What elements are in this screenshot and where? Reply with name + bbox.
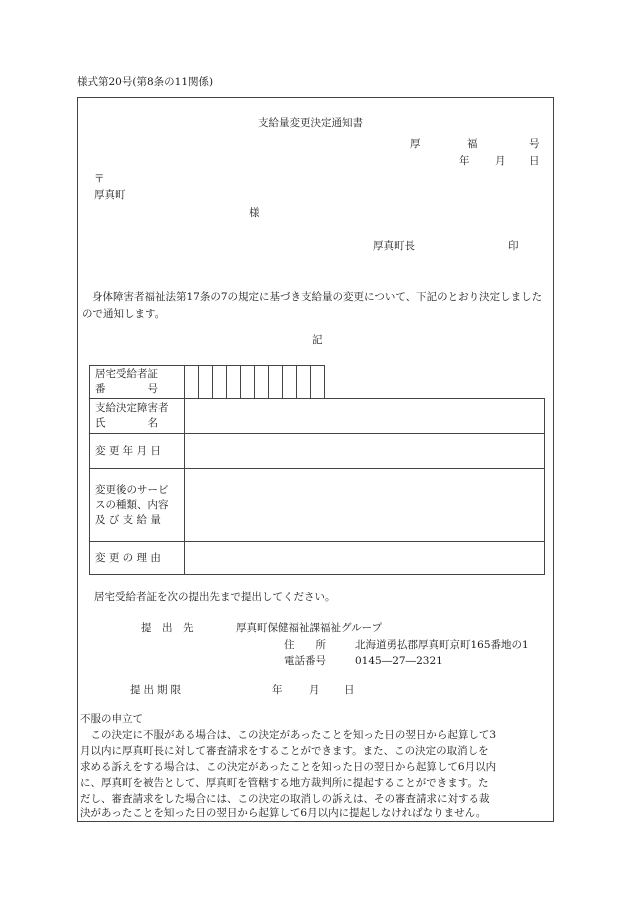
cert-digit-box[interactable] bbox=[269, 366, 283, 399]
cert-digit-box[interactable] bbox=[297, 366, 311, 399]
recipient-town: 厚真町 bbox=[94, 189, 126, 201]
person-label-line2: 氏 名 bbox=[95, 417, 158, 429]
appeal-line: 月以内に厚真町長に対して審査請求をすることができます。また、この決定の取消しを bbox=[80, 745, 489, 757]
doc-number-ko: 厚 bbox=[410, 138, 421, 150]
service-label-line2: スの種類、内容 bbox=[95, 498, 169, 511]
issuer: 厚真町長 bbox=[373, 240, 415, 252]
cert-digit-box[interactable] bbox=[213, 366, 227, 399]
deadline-month: 月 bbox=[309, 684, 320, 696]
appeal-line: 決があったことを知った日の翌日から起算して6月以内に提起しなければなりません。 bbox=[80, 807, 487, 819]
appeal-line: 求める訴えをする場合は、この決定があったことを知った日の翌日から起算して6月以内 bbox=[80, 761, 497, 773]
change-date-value-cell[interactable] bbox=[185, 434, 545, 469]
service-label-line1: 変更後のサービ bbox=[95, 483, 169, 496]
recipient-honorific: 様 bbox=[249, 207, 260, 219]
cert-digit-box[interactable] bbox=[185, 366, 199, 399]
doc-number-go: 号 bbox=[529, 138, 540, 150]
appeal-line: だし、審査請求をした場合には、この決定の取消しの訴えは、その審査請求に対する裁 bbox=[80, 793, 490, 805]
date-year: 年 bbox=[459, 155, 470, 167]
submit-destination: 厚真町保健福祉課福祉グループ bbox=[236, 622, 383, 634]
deadline-day: 日 bbox=[344, 684, 355, 696]
cert-label-line2: 番 号 bbox=[95, 383, 158, 395]
cert-digit-box[interactable] bbox=[255, 366, 269, 399]
person-value-cell[interactable] bbox=[185, 399, 545, 434]
doc-number-fuku: 福 bbox=[467, 138, 478, 150]
service-value-cell[interactable] bbox=[185, 469, 545, 542]
document-title: 支給量変更決定通知書 bbox=[258, 117, 363, 129]
cert-digit-box[interactable] bbox=[283, 366, 297, 399]
service-label bbox=[90, 469, 185, 542]
address-label: 住 所 bbox=[284, 639, 326, 651]
cert-number-label bbox=[90, 366, 185, 399]
postal-mark: 〒 bbox=[94, 173, 105, 185]
cert-digit-box[interactable] bbox=[311, 366, 325, 399]
appeal-line: に、厚真町を被告として、厚真町を管轄する地方裁判所に提起することができます。た bbox=[80, 777, 489, 789]
cert-digit-box[interactable] bbox=[199, 366, 213, 399]
person-label-line1: 支給決定障害者 bbox=[95, 402, 169, 414]
cert-number-table bbox=[89, 365, 325, 399]
seal-mark: 印 bbox=[508, 240, 519, 252]
date-day: 日 bbox=[529, 155, 540, 167]
body-text: 身体障害者福祉法第17条の7の規定に基づき支給量の変更について、下記のとおり決定しましたので通知します。 bbox=[82, 291, 543, 320]
appeal-line: この決定に不服がある場合は、この決定があったことを知った日の翌日から起算して3 bbox=[80, 729, 497, 741]
cert-digit-box[interactable] bbox=[227, 366, 241, 399]
form-number: 様式第20号(第8条の11関係) bbox=[77, 76, 214, 88]
submit-label: 提 出 先 bbox=[141, 622, 194, 634]
ki-mark: 記 bbox=[312, 334, 323, 346]
cert-digit-box[interactable] bbox=[241, 366, 255, 399]
deadline-label: 提出期限 bbox=[130, 684, 184, 696]
reason-value-cell[interactable] bbox=[185, 542, 545, 575]
deadline-year: 年 bbox=[272, 684, 283, 696]
phone-value: 0145―27―2321 bbox=[355, 655, 443, 667]
service-label-line3: 及 び 支 給 量 bbox=[95, 513, 161, 526]
decision-table bbox=[89, 398, 545, 575]
date-month: 月 bbox=[495, 155, 506, 167]
phone-label: 電話番号 bbox=[284, 655, 326, 667]
submit-instruction: 居宅受給者証を次の提出先まで提出してください。 bbox=[94, 591, 336, 603]
person-label bbox=[90, 399, 185, 434]
cert-label-line1: 居宅受給者証 bbox=[95, 368, 158, 380]
appeal-heading: 不服の申立て bbox=[80, 713, 143, 725]
change-date-label: 変 更 年 月 日 bbox=[90, 434, 185, 469]
reason-label: 変 更 の 理 由 bbox=[90, 542, 185, 575]
address-value: 北海道勇払郡厚真町京町165番地の1 bbox=[355, 639, 529, 651]
